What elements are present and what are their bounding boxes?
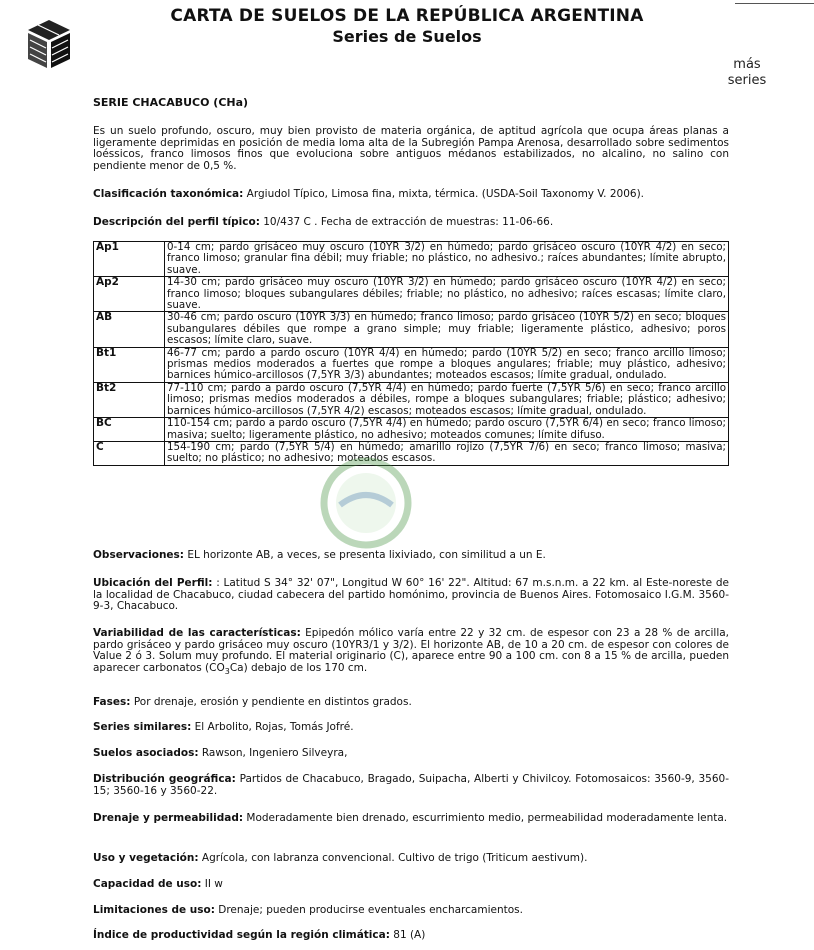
clasificacion-label: Clasificación taxonómica: [93, 188, 244, 200]
variabilidad-value-end: Ca) debajo de los 170 cm. [229, 661, 368, 674]
table-row [94, 347, 729, 382]
fases-line [93, 697, 729, 709]
limitaciones-label: Limitaciones de uso: [93, 904, 215, 916]
horizon-name: Bt2 [94, 382, 165, 417]
observaciones-line [93, 550, 729, 562]
horizon-description: 0-14 cm; pardo grisáceo muy oscuro (10YR 3/2) en húmedo; pardo grisáceo oscuro (10YR 4/2) en seco; franco limoso; granular fina débil; muy friable; no plástico, no adhesivo.; raíces abundantes; límite abrupto, suave. [165, 242, 729, 277]
suelos-asociados-label: Suelos asociados: [93, 747, 199, 759]
serie-title: SERIE CHACABUCO (CHa) [93, 96, 249, 109]
series-similares-label: Series similares: [93, 721, 192, 733]
clasificacion-value: Argiudol Típico, Limosa fina, mixta, térmica. (USDA-Soil Taxonomy V. 2006). [246, 188, 645, 200]
horizon-name: Ap2 [94, 277, 165, 312]
drenaje-label: Drenaje y permeabilidad: [93, 812, 244, 824]
distribucion-label: Distribución geográfica: [93, 773, 236, 785]
distribucion-value: Partidos de Chacabuco, Bragado, Suipacha, Alberti y Chivilcoy. Fotomosaicos: 3560-9, 3560-15; 3560-16 y 3560-22. [93, 773, 729, 797]
horizon-name: BC [94, 418, 165, 442]
page-title: CARTA DE SUELOS DE LA REPÚBLICA ARGENTINA [170, 6, 644, 26]
horizon-description: 154-190 cm; pardo (7,5YR 5/4) en húmedo; amarillo rojizo (7,5YR 7/6) en seco; franco limoso; masiva; suelto; no plástico; no adhesivo; moteados escasos. [165, 441, 729, 465]
horizon-name: AB [94, 312, 165, 347]
table-row [94, 382, 729, 417]
capacidad-value: II w [204, 878, 223, 890]
uso-value: Agrícola, con labranza convencional. Cultivo de trigo (Triticum aestivum). [201, 852, 588, 864]
limitaciones-line [93, 905, 729, 917]
indice-label: Índice de productividad según la región climática: [93, 929, 390, 941]
ubicacion-label: Ubicación del Perfil: [93, 577, 213, 589]
descripcion-label: Descripción del perfil típico: [93, 216, 260, 228]
horizon-description: 77-110 cm; pardo a pardo oscuro (7,5YR 4/4) en húmedo; pardo fuerte (7,5YR 5/6) en seco; franco arcillo limoso; prismas medios moderados a débiles, rompe a bloques subangulares; friable; plástico; adhesivo; barnices húmico-arcillosos (7,5YR 4/2) escasos; moteados escasos; límite gradual, ondulado. [165, 382, 729, 417]
ubicacion-block [93, 578, 729, 613]
suelos-asociados-line [93, 748, 729, 760]
suelos-asociados-value: Rawson, Ingeniero Silveyra, [201, 747, 348, 759]
limitaciones-value: Drenaje; pueden producirse eventuales encharcamientos. [218, 904, 523, 916]
capacidad-line [93, 879, 729, 891]
fases-value: Por drenaje, erosión y pendiente en distintos grados. [133, 696, 412, 708]
drenaje-block [93, 813, 729, 825]
distribucion-block [93, 774, 729, 797]
descripcion-line [93, 217, 729, 229]
top-rule [735, 3, 814, 4]
observaciones-label: Observaciones: [93, 549, 185, 561]
table-row [94, 242, 729, 277]
drenaje-value: Moderadamente bien drenado, escurrimiento medio, permeabilidad moderadamente lenta. [246, 812, 728, 824]
table-row [94, 418, 729, 442]
variabilidad-label: Variabilidad de las características: [93, 627, 301, 639]
horizon-description: 46-77 cm; pardo a pardo oscuro (10YR 4/4) en húmedo; pardo (10YR 5/2) en seco; franco arcillo limoso; prismas medios moderados a fuertes que rompe a bloques angulares; friable; muy plástico, adhesivo; barnices húmico-arcillosos (7,5YR 3/3) abundantes; moteados escasos; límite gradual, ondulado. [165, 347, 729, 382]
more-series-link-line2: series [727, 73, 767, 88]
descripcion-value: 10/437 C . Fecha de extracción de muestras: 11-06-66. [263, 216, 554, 228]
horizon-description: 14-30 cm; pardo grisáceo muy oscuro (10YR 3/2) en húmedo; pardo grisáceo oscuro (10YR 4/2) en seco; franco limoso; bloques subangulares débiles; friable; no plástico, no adhesivo; raíces escasas; límite claro, suave. [165, 277, 729, 312]
horizon-name: Ap1 [94, 242, 165, 277]
table-row [94, 312, 729, 347]
variabilidad-block [93, 628, 729, 674]
more-series-link-line1: más [733, 57, 761, 72]
variabilidad-subscript: 3 [224, 666, 230, 676]
indice-line [93, 930, 729, 942]
series-similares-line [93, 722, 729, 734]
more-series-link[interactable] [722, 57, 772, 89]
fases-label: Fases: [93, 696, 131, 708]
uso-line [93, 853, 729, 865]
observaciones-value: EL horizonte AB, a veces, se presenta lixiviado, con similitud a un E. [187, 549, 546, 561]
watermark-globe-icon [318, 455, 414, 551]
indice-value: 81 (A) [393, 929, 426, 941]
page-subtitle: Series de Suelos [332, 27, 482, 46]
horizon-name: Bt1 [94, 347, 165, 382]
horizon-description: 110-154 cm; pardo a pardo oscuro (7,5YR 4/4) en húmedo; pardo oscuro (7,5YR 6/4) en seco; franco limoso; masiva; suelto; ligeramente plástico, no adhesivo; moteados comunes; límite difuso. [165, 418, 729, 442]
ubicacion-value: : Latitud S 34° 32' 07", Longitud W 60° 16' 22". Altitud: 67 m.s.n.m. a 22 km. al Este-noreste de la localidad de Chacabuco, ciudad cabecera del partido homónimo, provincia de Buenos Aires. Fotomosaico I.G.M. 3560-9-3, Chacabuco. [93, 577, 729, 613]
table-row [94, 277, 729, 312]
profile-table [93, 241, 729, 466]
serie-description: Es un suelo profundo, oscuro, muy bien provisto de materia orgánica, de aptitud agrícola que ocupa áreas planas a ligeramente deprimidas en posición de media loma alta de la Subregión Pampa Arenosa, desarrollado sobre sedimentos loéssicos, franco limosos finos que evoluciona sobre antiguos médanos estabilizados, no alcalino, no salino con pendiente menor de 0,5 %. [93, 125, 729, 172]
capacidad-label: Capacidad de uso: [93, 878, 202, 890]
horizon-name: C [94, 441, 165, 465]
horizon-description: 30-46 cm; pardo oscuro (10YR 3/3) en húmedo; franco limoso; pardo grisáceo (10YR 5/2) en seco; bloques subangulares débiles que rompe a grano simple; muy friable; ligeramente plástico, adhesivo; poros escasos; límite claro, suave. [165, 312, 729, 347]
series-similares-value: El Arbolito, Rojas, Tomás Jofré. [194, 721, 354, 733]
clasificacion-line [93, 189, 729, 201]
uso-label: Uso y vegetación: [93, 852, 199, 864]
variabilidad-value: Epipedón mólico varía entre 22 y 32 cm. de espesor con 23 a 28 % de arcilla, pardo grisáceo y pardo grisáceo muy oscuro (10YR3/1 y 3/2). El horizonte AB, de 10 a 20 cm. de espesor con colores de Value 2 ó 3. Solum muy profundo. El material originario (C), aparece entre 90 a 100 cm. con 8 a 15 % de arcilla, pueden aparecer carbonatos (CO [93, 627, 730, 674]
